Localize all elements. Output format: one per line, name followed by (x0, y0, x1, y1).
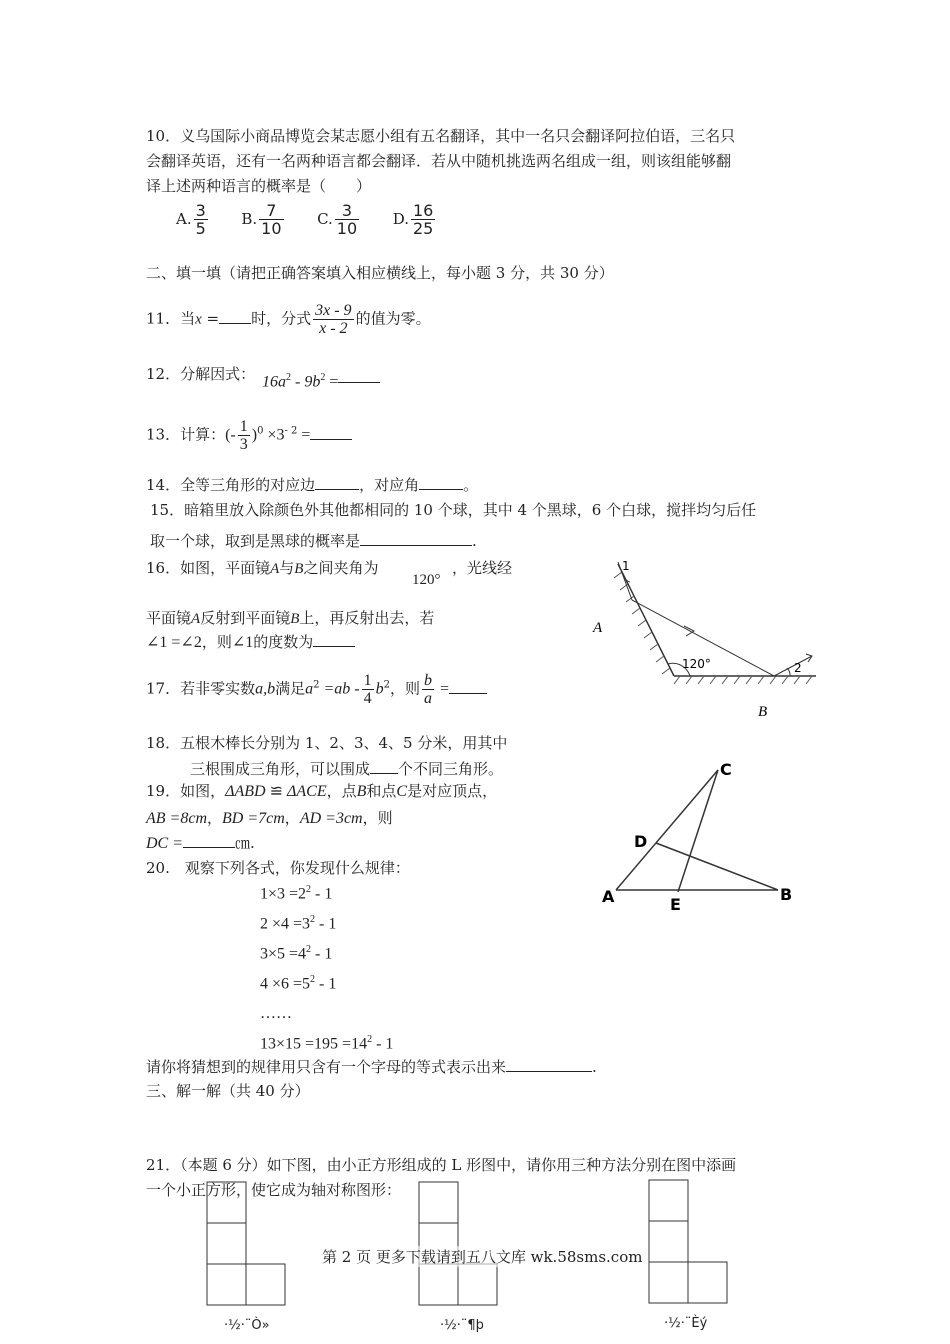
option-a: A. $\frac{3}{5}$ (176, 201, 206, 238)
fig-caption-3: ·½·¨Èý (664, 1316, 708, 1331)
triangle-figure (598, 760, 803, 920)
option-b: B. $\frac{7}{10}$ (241, 201, 282, 238)
q15-line2: 取一个球，取到是黑球的概率是 . (150, 532, 477, 550)
section2-heading: 二、填一填（请把正确答案填入相应横线上，每小题 3 分，共 30 分） (146, 264, 614, 282)
q20-row-1: $1\times 3 =2^2 - 1$ (260, 884, 333, 903)
q10-options (176, 202, 437, 237)
q20-row-3: $3\times 5 =4^2 - 1$ (260, 944, 333, 963)
q19-line3: DC = ㎝. (146, 834, 255, 852)
q19-line1: 19．如图，ΔABD ≌ ΔACE，点B和点C是对应顶点， (146, 782, 498, 800)
q17: 17．若非零实数a,b满足$a^2 =ab$ - $\frac{1}{4}$ $b^2$，则 $\frac{b}{a}$ = (146, 672, 487, 707)
q21-line2: 一个小正方形，使它成为轴对称图形： (146, 1181, 402, 1199)
l-shape-figure-3 (647, 1178, 731, 1306)
q20-intro: 20. 观察下列各式，你发现什么规律： (146, 859, 410, 877)
q20-row-last: $13\times 15 =195 =14^2 - 1$ (260, 1034, 394, 1053)
tri-label-b: B (780, 885, 793, 904)
q10-line3: 译上述两种语言的概率是（ ） (146, 177, 372, 195)
q16-line1: 16．如图，平面镜A与B之间夹角为 (146, 559, 379, 577)
q20-dots: …… (260, 1005, 292, 1022)
tri-label-d: D (634, 832, 648, 851)
q13: 13．计算：(- $\frac{1}{3}$ )$^0 \times 3^{- 2}$ = (146, 418, 352, 453)
mirror-label-2: 2 (794, 661, 802, 675)
q12-label: 12．分解因式： (146, 365, 256, 383)
mirror-label-a: A (593, 620, 603, 636)
tri-label-c: C (720, 760, 732, 779)
q14: 14．全等三角形的对应边 ，对应角 。 (146, 476, 479, 494)
q12-expr: $16a^2 - 9b^2$ = (262, 372, 380, 391)
mirror-label-b: B (758, 704, 768, 720)
q20-row-2: $2 \times 4 =3^2 - 1$ (260, 914, 337, 933)
fig-caption-2: ·½·¨¶þ (440, 1318, 484, 1333)
option-c: C. $\frac{3}{10}$ (317, 201, 358, 238)
mirror-angle-label: 120° (682, 657, 711, 671)
q18-line1: 18．五根木棒长分别为 1、2、3、4、5 分米，用其中 (146, 734, 508, 752)
q20-row-4: $4 \times 6 =5^2 - 1$ (260, 974, 337, 993)
option-d: D. $\frac{16}{25}$ (392, 201, 434, 238)
l-shape-figure-2 (417, 1180, 501, 1308)
q21-line1: 21．（本题 6 分）如下图，由小正方形组成的 L 形图中，请你用三种方法分别在图中添画 (146, 1156, 737, 1174)
q10-line2: 会翻译英语，还有一名两种语言都会翻译．若从中随机挑选两名组成一组，则该组能够翻 (146, 152, 732, 170)
q20-ask: 请你将猜想到的规律用只含有一个字母的等式表示出来 . (146, 1058, 597, 1076)
q18-line2: 三根围成三角形，可以围成 个不同三角形。 (190, 760, 504, 778)
tri-label-a: A (602, 887, 615, 906)
q16-line1-tail: ，光线经 (452, 559, 513, 577)
section3-heading: 三、解一解（共 40 分） (146, 1082, 310, 1100)
fig-caption-1: ·½·¨Ò» (224, 1318, 270, 1333)
q16-angle: 120° (412, 572, 441, 588)
tri-label-e: E (670, 895, 681, 914)
q15-line1: 15．暗箱里放入除颜色外其他都相同的 10 个球，其中 4 个黑球，6 个白球，搅拌均匀后任 (150, 501, 757, 519)
q10-line1: 10．义乌国际小商品博览会某志愿小组有五名翻译，其中一名只会翻译阿拉伯语，三名只 (146, 127, 736, 145)
mirror-label-1: 1 (622, 559, 630, 573)
mirror-figure (590, 556, 820, 736)
q19-line2: AB =8cm，BD =7cm，AD =3cm，则 (146, 809, 393, 827)
page-footer: 第 2 页 更多下载请到五八文库 wk.58sms.com (322, 1248, 643, 1266)
q16-line3: ∠1 =∠2，则∠1的度数为 (146, 630, 355, 655)
l-shape-figure-1 (205, 1180, 289, 1308)
q16-line2: 平面镜A反射到平面镜B上，再反射出去，若 (146, 609, 435, 627)
q11: 11．当x = 时，分式 $\frac{3x - 9}{x - 2}$ 的值为零。 (146, 302, 431, 337)
